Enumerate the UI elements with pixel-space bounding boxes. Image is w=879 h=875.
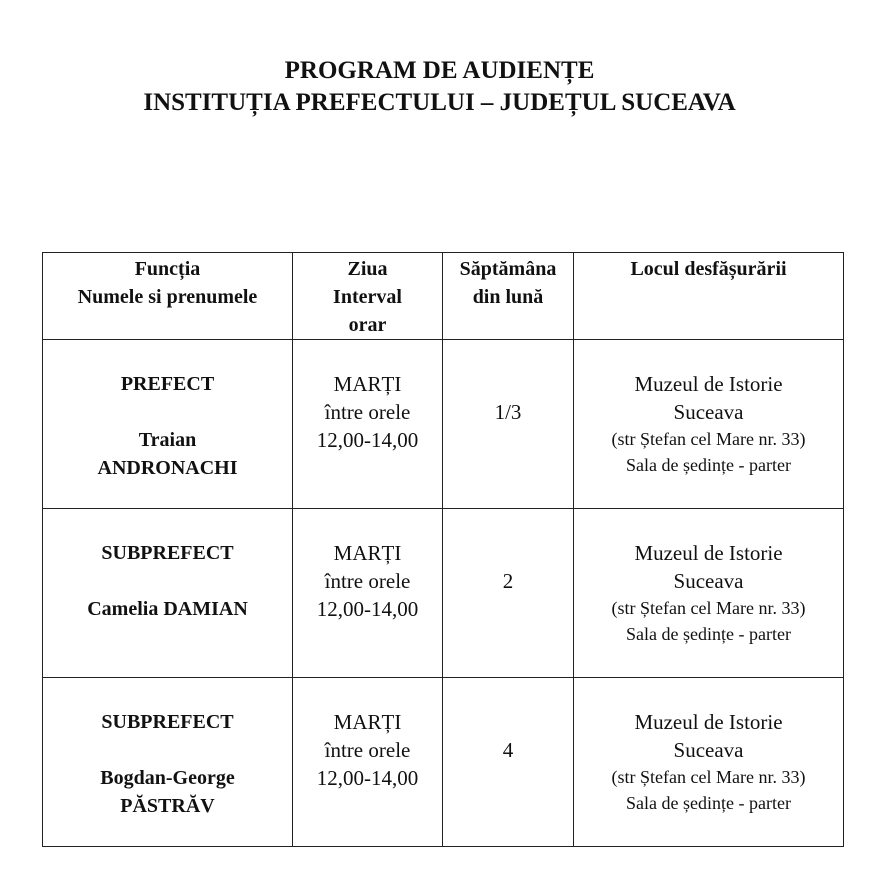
interval-line1: între orele	[324, 400, 411, 424]
cell-function-name	[43, 509, 293, 678]
person-name-line1: Camelia DAMIAN	[87, 598, 248, 620]
interval-line1: între orele	[324, 738, 411, 762]
cell-day-interval	[293, 509, 443, 678]
day-value: MARȚI	[333, 372, 402, 396]
interval-line1: între orele	[324, 569, 411, 593]
week-value: 1/3	[494, 400, 522, 424]
interval-line2: 12,00-14,00	[316, 597, 419, 621]
place-line1: Muzeul de Istorie	[634, 541, 783, 565]
table-row	[43, 678, 844, 847]
day-value: MARȚI	[333, 541, 402, 565]
interval-line2: 12,00-14,00	[316, 766, 419, 790]
cell-place	[574, 509, 844, 678]
function-title: SUBPREFECT	[101, 542, 234, 564]
cell-place	[574, 678, 844, 847]
header-place-label: Locul desfășurării	[630, 258, 787, 280]
cell-place	[574, 340, 844, 509]
interval-line2: 12,00-14,00	[316, 428, 419, 452]
header-orar-label: orar	[348, 314, 387, 336]
place-line4: Sala de ședințe - parter	[626, 455, 791, 475]
place-line3: (str Ștefan cel Mare nr. 33)	[611, 598, 806, 618]
header-function-label: Funcția	[134, 258, 201, 280]
table-header-row	[43, 253, 844, 340]
person-name-line1: Bogdan-George	[100, 767, 235, 789]
header-day-label: Ziua	[347, 258, 388, 280]
header-month-label: din lună	[472, 286, 544, 308]
cell-function-name	[43, 340, 293, 509]
person-name-line2: ANDRONACHI	[97, 457, 238, 479]
audience-schedule-table	[42, 252, 844, 847]
header-interval-label: Interval	[333, 286, 402, 308]
place-line3: (str Ștefan cel Mare nr. 33)	[611, 429, 806, 449]
place-line2: Suceava	[673, 738, 744, 762]
place-line4: Sala de ședințe - parter	[626, 793, 791, 813]
place-line1: Muzeul de Istorie	[634, 372, 783, 396]
place-line1: Muzeul de Istorie	[634, 710, 783, 734]
document-subtitle: INSTITUȚIA PREFECTULUI – JUDEȚUL SUCEAVA	[143, 89, 736, 116]
header-week-label: Săptămâna	[459, 258, 557, 280]
header-day-interval	[293, 253, 443, 340]
function-title: PREFECT	[120, 373, 215, 395]
cell-day-interval	[293, 678, 443, 847]
header-place	[574, 253, 844, 340]
cell-week	[443, 340, 574, 509]
day-value: MARȚI	[333, 710, 402, 734]
function-title: SUBPREFECT	[101, 711, 234, 733]
document-title: PROGRAM DE AUDIENȚE	[284, 57, 595, 84]
table-row	[43, 509, 844, 678]
table-row	[43, 340, 844, 509]
cell-function-name	[43, 678, 293, 847]
place-line2: Suceava	[673, 400, 744, 424]
week-value: 4	[502, 738, 514, 762]
place-line3: (str Ștefan cel Mare nr. 33)	[611, 767, 806, 787]
week-value: 2	[502, 569, 514, 593]
cell-week	[443, 509, 574, 678]
cell-week	[443, 678, 574, 847]
place-line2: Suceava	[673, 569, 744, 593]
place-line4: Sala de ședințe - parter	[626, 624, 791, 644]
header-name-label: Numele si prenumele	[77, 286, 258, 308]
person-name-line2: PĂSTRĂV	[120, 795, 215, 817]
header-function-name	[43, 253, 293, 340]
header-week	[443, 253, 574, 340]
person-name-line1: Traian	[138, 429, 197, 451]
cell-day-interval	[293, 340, 443, 509]
